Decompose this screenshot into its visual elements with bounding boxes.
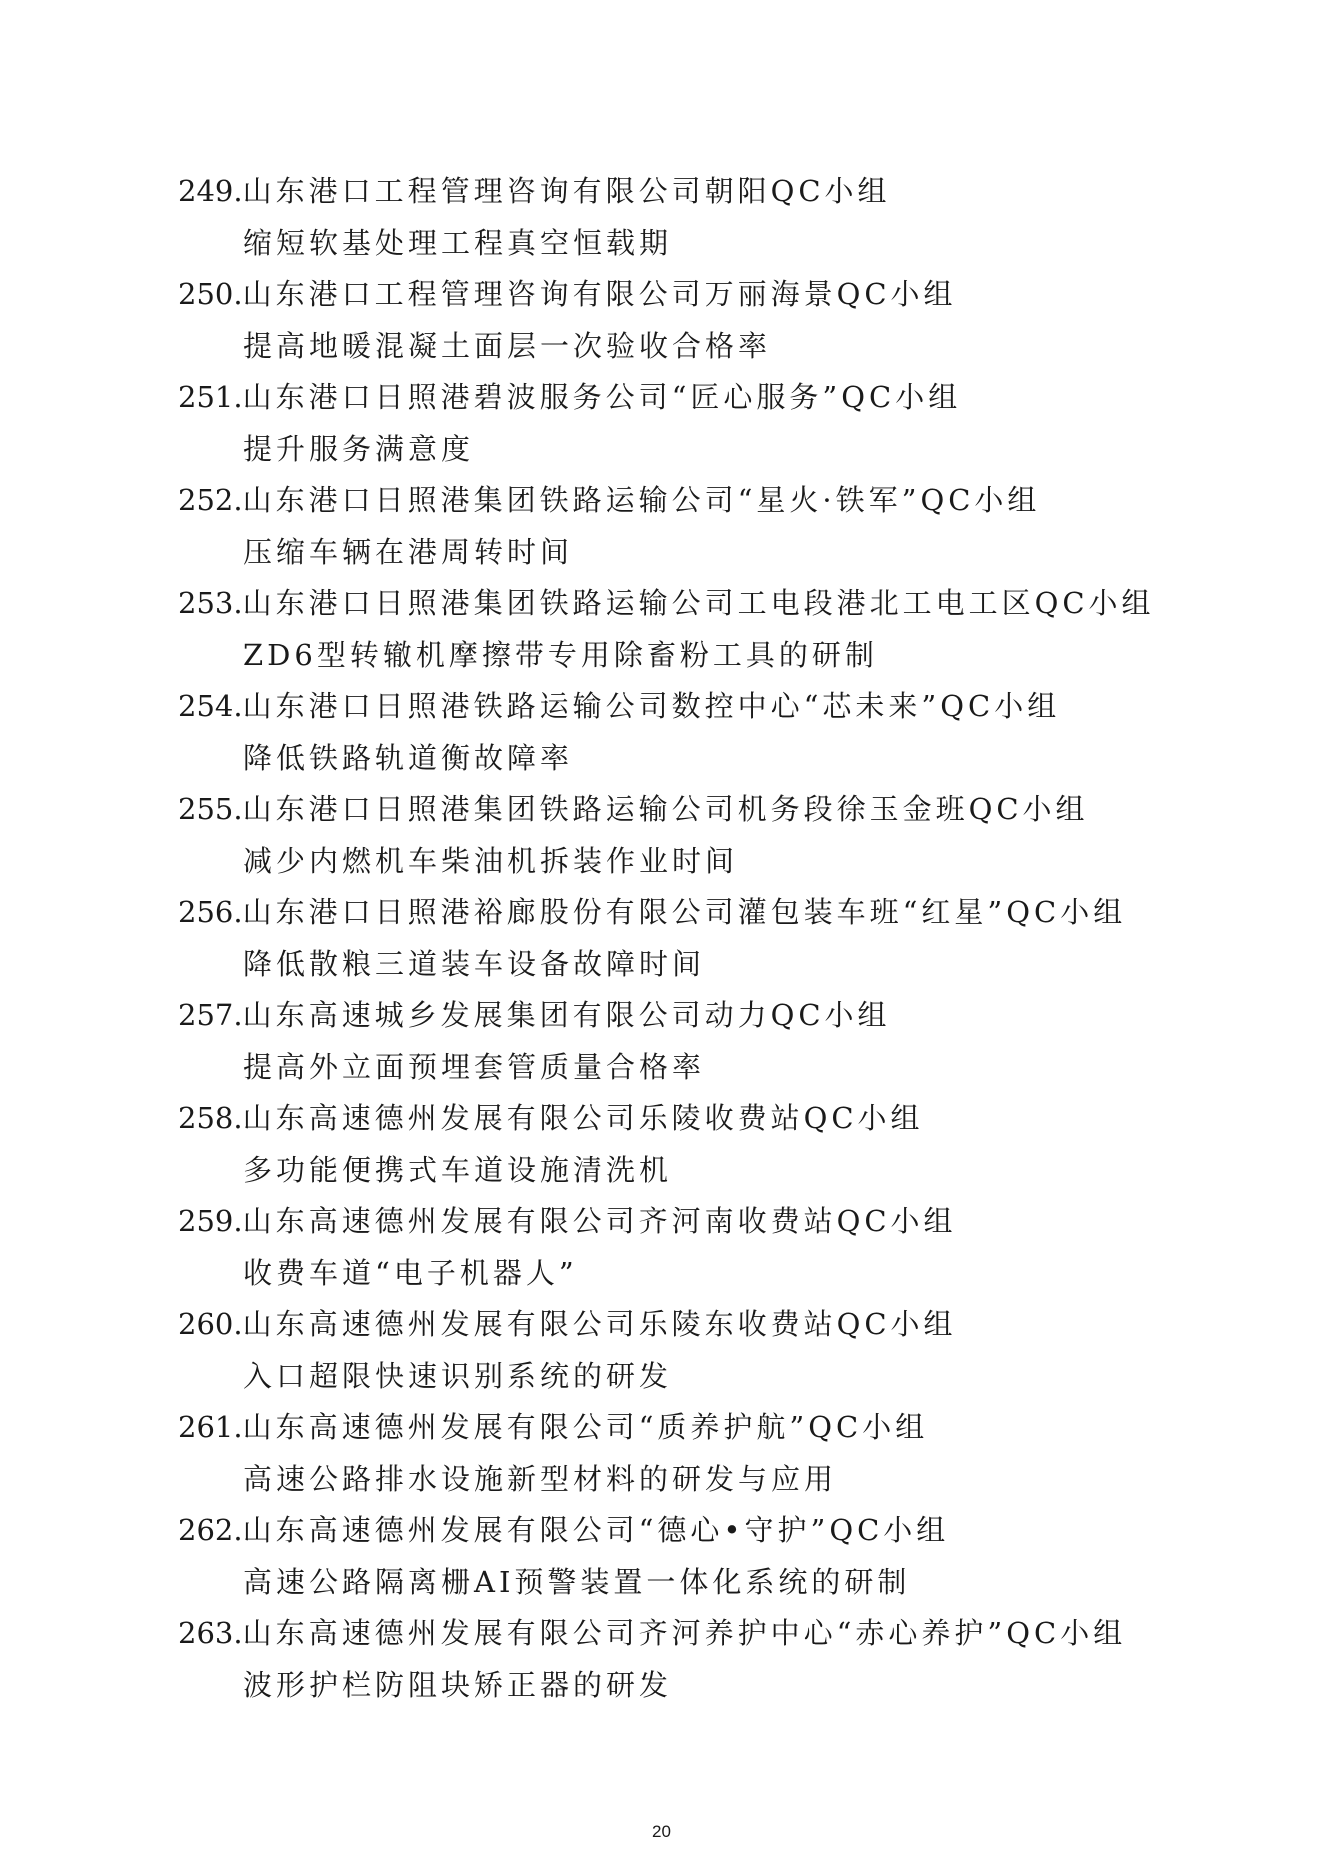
entry-team: 山东港口日照港裕廊股份有限公司灌包装车班“红星”QC小组 xyxy=(242,895,1127,929)
list-item xyxy=(178,269,1178,372)
list-item xyxy=(178,578,1178,681)
entry-subject: 高速公路排水设施新型材料的研发与应用 xyxy=(243,1461,838,1496)
entry-title xyxy=(178,1196,1178,1248)
entry-list xyxy=(178,166,1178,1711)
entry-number: 257. xyxy=(178,998,243,1032)
entry-title xyxy=(178,1402,1178,1454)
entry-team: 山东高速德州发展有限公司齐河南收费站QC小组 xyxy=(242,1204,957,1238)
entry-subject: 压缩车辆在港周转时间 xyxy=(243,534,574,569)
list-item xyxy=(178,784,1178,887)
entry-title xyxy=(178,578,1178,630)
list-item xyxy=(178,1505,1178,1608)
entry-title xyxy=(178,372,1178,424)
entry-subject: 提高地暖混凝土面层一次验收合格率 xyxy=(243,328,772,363)
list-item xyxy=(178,372,1178,475)
entry-subject: 降低铁路轨道衡故障率 xyxy=(243,740,574,775)
entry-subject: 波形护栏防阻块矫正器的研发 xyxy=(243,1667,673,1702)
entry-title xyxy=(178,681,1178,733)
entry-team: 山东高速德州发展有限公司齐河养护中心“赤心养护”QC小组 xyxy=(242,1616,1127,1650)
entry-number: 253. xyxy=(178,586,243,620)
entry-number: 259. xyxy=(178,1204,243,1238)
entry-team: 山东高速德州发展有限公司乐陵收费站QC小组 xyxy=(242,1101,924,1135)
entry-subject: 降低散粮三道装车设备故障时间 xyxy=(243,946,706,981)
entry-number: 252. xyxy=(178,483,243,517)
list-item xyxy=(178,1402,1178,1505)
entry-number: 261. xyxy=(178,1410,243,1444)
entry-team: 山东高速德州发展有限公司“德心•守护”QC小组 xyxy=(242,1513,950,1547)
entry-title xyxy=(178,475,1178,527)
list-item xyxy=(178,990,1178,1093)
entry-team: 山东港口日照港铁路运输公司数控中心“芯未来”QC小组 xyxy=(242,689,1061,723)
entry-title xyxy=(178,269,1178,321)
entry-title xyxy=(178,1093,1178,1145)
entry-number: 256. xyxy=(178,895,243,929)
entry-title xyxy=(178,166,1178,218)
entry-number: 258. xyxy=(178,1101,243,1135)
entry-title xyxy=(178,887,1178,939)
entry-number: 255. xyxy=(178,792,243,826)
list-item xyxy=(178,1196,1178,1299)
entry-number: 251. xyxy=(178,380,243,414)
entry-title xyxy=(178,1608,1178,1660)
entry-team: 山东港口日照港集团铁路运输公司工电段港北工电工区QC小组 xyxy=(242,586,1155,620)
entry-title xyxy=(178,784,1178,836)
entry-subject: ZD6型转辙机摩擦带专用除畜粉工具的研制 xyxy=(243,637,878,672)
entry-team: 山东高速德州发展有限公司乐陵东收费站QC小组 xyxy=(242,1307,957,1341)
entry-number: 249. xyxy=(178,174,243,208)
entry-team: 山东港口日照港集团铁路运输公司机务段徐玉金班QC小组 xyxy=(242,792,1089,826)
list-item xyxy=(178,1299,1178,1402)
entry-team: 山东港口日照港碧波服务公司“匠心服务”QC小组 xyxy=(242,380,962,414)
list-item xyxy=(178,166,1178,269)
entry-number: 260. xyxy=(178,1307,243,1341)
list-item xyxy=(178,475,1178,578)
list-item xyxy=(178,681,1178,784)
page-number: 20 xyxy=(652,1822,671,1841)
entry-subject: 减少内燃机车柴油机拆装作业时间 xyxy=(243,843,739,878)
entry-subject: 提高外立面预埋套管质量合格率 xyxy=(243,1049,706,1084)
entry-subject: 入口超限快速识别系统的研发 xyxy=(243,1358,673,1393)
entry-team: 山东高速城乡发展集团有限公司动力QC小组 xyxy=(242,998,891,1032)
entry-title xyxy=(178,1299,1178,1351)
entry-subject: 高速公路隔离栅AI预警装置一体化系统的研制 xyxy=(243,1564,911,1599)
entry-subject: 缩短软基处理工程真空恒载期 xyxy=(243,225,673,260)
entry-team: 山东高速德州发展有限公司“质养护航”QC小组 xyxy=(242,1410,929,1444)
entry-team: 山东港口工程管理咨询有限公司朝阳QC小组 xyxy=(242,174,891,208)
entry-team: 山东港口工程管理咨询有限公司万丽海景QC小组 xyxy=(242,277,957,311)
entry-subject: 收费车道“电子机器人” xyxy=(243,1255,578,1290)
list-item xyxy=(178,1608,1178,1711)
entry-team: 山东港口日照港集团铁路运输公司“星火·铁军”QC小组 xyxy=(242,483,1041,517)
list-item xyxy=(178,1093,1178,1196)
entry-number: 262. xyxy=(178,1513,243,1547)
entry-number: 263. xyxy=(178,1616,243,1650)
entry-title xyxy=(178,1505,1178,1557)
list-item xyxy=(178,887,1178,990)
entry-title xyxy=(178,990,1178,1042)
entry-number: 250. xyxy=(178,277,243,311)
entry-number: 254. xyxy=(178,689,243,723)
entry-subject: 多功能便携式车道设施清洗机 xyxy=(243,1152,673,1187)
entry-subject: 提升服务满意度 xyxy=(243,431,475,466)
